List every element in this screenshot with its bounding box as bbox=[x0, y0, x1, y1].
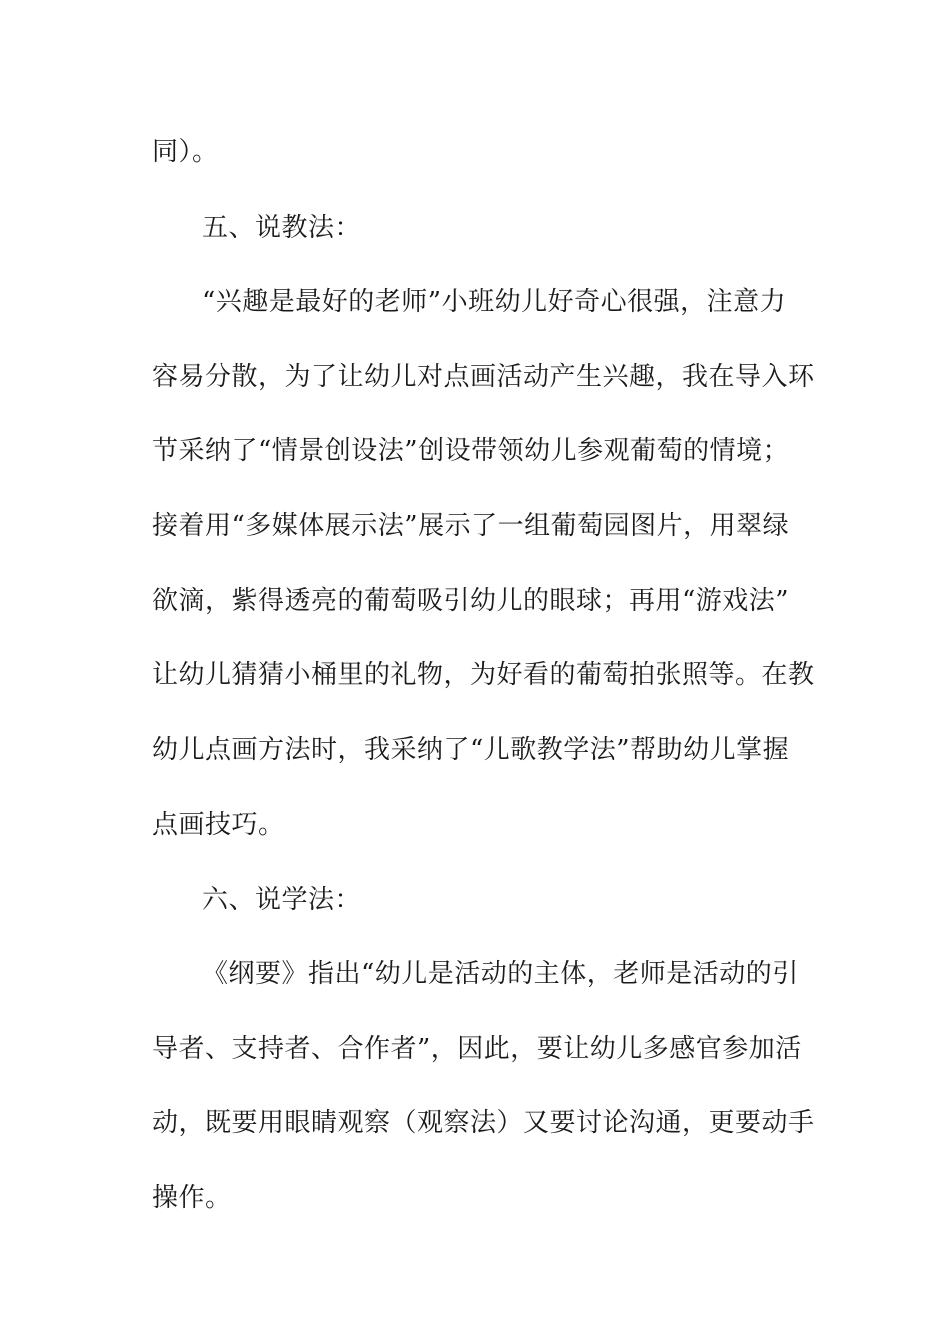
text-line: 幼儿点画方法时，我采纳了“儿歌教学法”帮助幼儿掌握 bbox=[152, 735, 790, 765]
section-heading: 五、说教法： bbox=[202, 213, 362, 243]
text-line: 接着用“多媒体展示法”展示了一组葡萄园图片，用翠绿 bbox=[152, 511, 790, 541]
text-line: “兴趣是最好的老师”小班幼儿好奇心很强，注意力 bbox=[202, 287, 787, 317]
text-line: 《纲要》指出“幼儿是活动的主体，老师是活动的引 bbox=[202, 959, 799, 989]
text-line: 操作。 bbox=[152, 1183, 232, 1213]
text-line: 容易分散，为了让幼儿对点画活动产生兴趣，我在导入环 bbox=[152, 362, 815, 392]
text-line: 节采纳了“情景创设法”创设带领幼儿参观葡萄的情境； bbox=[152, 436, 790, 466]
text-line: 让幼儿猜猜小桶里的礼物，为好看的葡萄拍张照等。在教 bbox=[152, 660, 815, 690]
text-line: 欲滴，紫得透亮的葡萄吸引幼儿的眼球；再用“游戏法” bbox=[152, 586, 790, 616]
text-line: 点画技巧。 bbox=[152, 810, 285, 840]
text-line: 导者、支持者、合作者”，因此，要让幼儿多感官参加活 bbox=[152, 1034, 802, 1064]
section-heading: 六、说学法： bbox=[202, 885, 362, 915]
text-line: 同）。 bbox=[152, 137, 219, 167]
text-line: 动，既要用眼睛观察（观察法）又要讨论沟通，更要动手 bbox=[152, 1108, 815, 1138]
